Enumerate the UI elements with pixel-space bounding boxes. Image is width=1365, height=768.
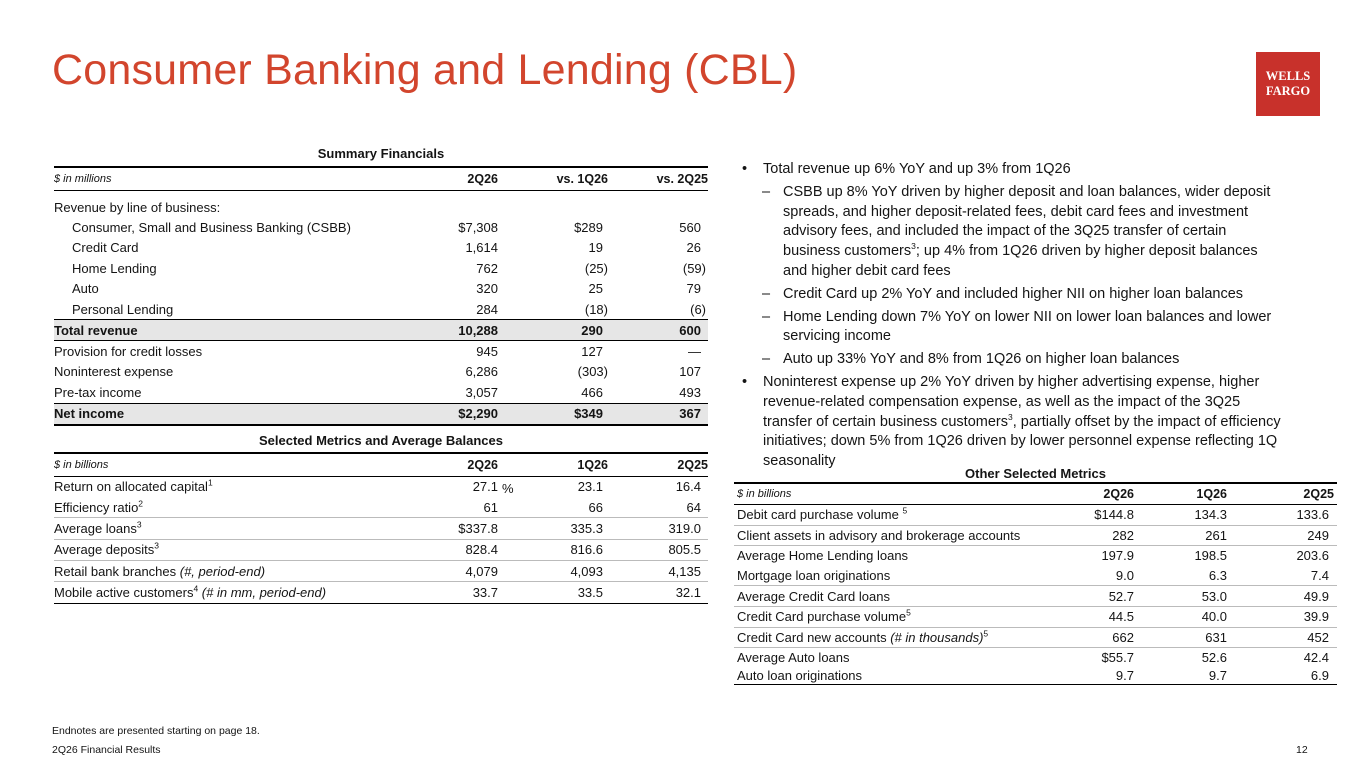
cell-value: 52.7 (1044, 586, 1134, 607)
table-row (54, 382, 708, 403)
col-header: 1Q26 (498, 453, 608, 477)
table-row (734, 546, 1337, 566)
cell-value: 9.0 (1044, 566, 1134, 586)
endnote-marker: 5 (906, 607, 911, 618)
row-label: Efficiency ratio (54, 499, 139, 515)
net-income-row (54, 403, 708, 425)
table-row (54, 561, 708, 582)
row-label: Client assets in advisory and brokerage accounts (734, 525, 1044, 546)
cell-value: 23.1 (577, 479, 603, 495)
row-label: Average Credit Card loans (734, 586, 1044, 607)
col-header: vs. 2Q25 (608, 167, 708, 191)
page-number: 12 (1296, 744, 1308, 756)
col-header: 2Q26 (394, 453, 498, 477)
cell-value: 39.9 (1232, 606, 1337, 627)
cell-value: 600 (608, 320, 708, 341)
cell-value: 762 (476, 260, 498, 276)
sub-bullet-credit-card: – Credit Card up 2% YoY and included higher NII on higher loan balances (742, 285, 1282, 305)
row-label: Net income (54, 403, 394, 425)
metrics-unit: $ in billions (54, 453, 394, 477)
table-row (734, 606, 1337, 627)
row-label: Debit card purchase volume (737, 507, 903, 523)
cell-value: 134.3 (1134, 505, 1232, 526)
logo-line-1: WELLS (1265, 69, 1311, 83)
endnotes-note: Endnotes are presented starting on page 18. (52, 725, 260, 737)
cell-value: 3,057 (465, 384, 498, 400)
col-header: vs. 1Q26 (498, 167, 608, 191)
row-label: Return on allocated capital (54, 479, 208, 495)
cell-value: 27.1 (472, 479, 498, 495)
logo-line-2: FARGO (1265, 84, 1311, 98)
metrics-table (54, 452, 708, 604)
table-row (54, 539, 708, 560)
endnote-marker: 5 (902, 505, 908, 516)
other-metrics-panel (734, 466, 1337, 685)
cell-value: 290 (498, 320, 608, 341)
cell-value: 4,093 (498, 561, 608, 582)
cell-value: 284 (476, 301, 498, 317)
row-label: Total revenue (54, 320, 394, 341)
cell-value: $55.7 (1101, 649, 1134, 665)
row-label: Mortgage loan originations (734, 566, 1044, 586)
table-row (54, 582, 708, 603)
cell-value: (18) (584, 301, 608, 317)
table-row (54, 299, 708, 320)
cell-value: 133.6 (1232, 505, 1337, 526)
cell-value: 44.5 (1044, 606, 1134, 627)
sub-bullet-home-lending: – Home Lending down 7% YoY on lower NII on lower loan balances and lower servicing income (742, 308, 1282, 348)
other-header-row (734, 483, 1337, 505)
cell-value: 335.3 (498, 518, 608, 539)
table-row (54, 497, 708, 518)
cell-value: 805.5 (608, 539, 708, 560)
cell-value: 25 (588, 281, 603, 297)
cell-value: 10,288 (394, 320, 498, 341)
cell-value: 367 (608, 403, 708, 425)
commentary-bullets (742, 160, 1282, 475)
table-row (734, 566, 1337, 586)
sub-bullet-csbb (742, 183, 1282, 282)
row-label: Home Lending (72, 260, 157, 276)
col-header: 2Q26 (394, 167, 498, 191)
cell-value: (25) (584, 260, 608, 276)
table-row (734, 505, 1337, 526)
cell-value: 452 (1232, 627, 1337, 648)
cell-value: 61 (394, 497, 498, 518)
cell-value: 19 (588, 240, 603, 256)
cell-value: (6) (690, 301, 706, 317)
row-label: Auto (72, 281, 99, 297)
cell-value: 197.9 (1101, 548, 1134, 564)
cell-value: 282 (1044, 525, 1134, 546)
percent-sign: % (502, 480, 514, 496)
row-label: Auto loan originations (734, 666, 1044, 685)
endnote-marker: 3 (1008, 411, 1013, 422)
row-label: Credit Card new accounts (737, 629, 891, 645)
cell-value: $144.8 (1044, 505, 1134, 526)
table-row (54, 258, 708, 278)
row-label: Average loans (54, 520, 137, 536)
cell-value: 16.4 (675, 479, 701, 495)
row-label: Credit Card (72, 240, 139, 256)
cell-value: $349 (498, 403, 608, 425)
cell-value: 466 (581, 384, 603, 400)
endnote-marker: 4 (193, 583, 199, 594)
cell-value: $337.8 (394, 518, 498, 539)
cell-value: 198.5 (1194, 548, 1227, 564)
summary-table (54, 166, 708, 426)
revenue-by-lob-label: Revenue by line of business: (54, 199, 221, 215)
cell-value: 6.3 (1134, 566, 1232, 586)
col-header: 2Q25 (608, 453, 708, 477)
col-header: 1Q26 (1134, 483, 1232, 505)
cell-value: 261 (1134, 525, 1232, 546)
bullet-revenue: • Total revenue up 6% YoY and up 3% from 1Q26 (742, 160, 1282, 180)
summary-financials-panel (54, 146, 708, 604)
table-row (54, 476, 708, 497)
sub-bullet-text-tail: ; up 4% from 1Q26 driven by higher deposit balances and higher debit card fees (783, 243, 1258, 279)
table-row (54, 362, 708, 382)
table-row (54, 279, 708, 299)
row-label: Credit Card purchase volume (737, 609, 907, 625)
other-unit: $ in billions (734, 483, 1044, 505)
table-row (54, 238, 708, 258)
row-label: Average Home Lending loans (737, 548, 909, 564)
col-header: 2Q25 (1232, 483, 1337, 505)
row-label: Personal Lending (72, 301, 174, 317)
cell-value: 4,079 (394, 561, 498, 582)
table-row (54, 341, 708, 362)
row-label-note: (#, period-end) (179, 563, 266, 579)
cell-value: — (688, 344, 701, 360)
cell-value: 319.0 (608, 518, 708, 539)
endnote-marker: 2 (138, 498, 144, 509)
cell-value: 203.6 (1296, 548, 1329, 564)
total-revenue-row (54, 320, 708, 341)
row-label: Average Auto loans (737, 649, 850, 665)
cell-value: (59) (682, 260, 706, 276)
row-label: Consumer, Small and Business Banking (CSBB) (72, 220, 351, 236)
endnote-marker: 3 (136, 519, 142, 530)
cell-value: $7,308 (458, 220, 498, 236)
endnote-marker: 3 (911, 241, 916, 252)
table-row (734, 666, 1337, 685)
cell-value: 816.6 (498, 539, 608, 560)
other-metrics-heading: Other Selected Metrics (965, 466, 1106, 481)
cell-value: 9.7 (1044, 666, 1134, 685)
cell-value: 127 (581, 344, 603, 360)
row-label: Average deposits (54, 542, 155, 558)
cell-value: 66 (498, 497, 608, 518)
cell-value: 249 (1232, 525, 1337, 546)
row-label: Mobile active customers (54, 585, 194, 601)
sub-bullet-auto: – Auto up 33% YoY and 8% from 1Q26 on higher loan balances (742, 350, 1282, 370)
cell-value: 79 (686, 281, 701, 297)
cell-value: 107 (679, 364, 701, 380)
cell-value: $2,290 (394, 403, 498, 425)
cell-value: (303) (577, 364, 608, 380)
wells-fargo-logo (1256, 52, 1320, 116)
endnote-marker: 1 (207, 477, 213, 488)
cell-value: 1,614 (465, 240, 498, 256)
row-label: Pre-tax income (54, 384, 142, 400)
bullet-text-tail: , partially offset by the impact of efficiency initiatives; down 5% from 1Q26 driven by lower personnel expense reflecting 1Q seasonality (763, 413, 1281, 470)
cell-value: 9.7 (1134, 666, 1232, 685)
cell-value: 945 (476, 344, 498, 360)
cell-value: 560 (679, 220, 701, 236)
row-label: Retail bank branches (54, 563, 180, 579)
cell-value: 320 (476, 281, 498, 297)
sub-bullet-text: CSBB up 8% YoY driven by higher deposit and loan balances, wider deposit spreads, and higher deposit-related fees, debit card fees and investment advisory fees, and included the impact of the 3Q25 transfer of certain business customers (783, 183, 1271, 260)
cell-value: 64 (608, 497, 708, 518)
cell-value: 33.7 (394, 582, 498, 603)
cell-value: 6,286 (465, 364, 498, 380)
summary-unit: $ in millions (54, 167, 394, 191)
cell-value: 49.9 (1232, 586, 1337, 607)
cell-value: 7.4 (1232, 566, 1337, 586)
cell-value: 631 (1134, 627, 1232, 648)
table-row (734, 525, 1337, 546)
bullet-text: Noninterest expense up 2% YoY driven by higher advertising expense, higher revenue-related compensation expense, as well as the impact of the 3Q25 transfer of certain business customers (763, 373, 1260, 430)
cell-value: 493 (679, 384, 701, 400)
cell-value: 4,135 (608, 561, 708, 582)
table-row (54, 217, 708, 237)
summary-header-row (54, 167, 708, 191)
row-label: Provision for credit losses (54, 344, 203, 360)
summary-heading: Summary Financials (317, 146, 445, 161)
other-metrics-table (734, 482, 1337, 685)
cell-value: 828.4 (394, 539, 498, 560)
table-row (734, 648, 1337, 667)
report-name: 2Q26 Financial Results (52, 744, 161, 756)
bullet-noninterest-expense (742, 373, 1282, 472)
table-row (54, 518, 708, 539)
cell-value: 53.0 (1134, 586, 1232, 607)
cell-value: $289 (574, 220, 603, 236)
row-label-note: (# in thousands) (890, 629, 984, 645)
table-row (734, 627, 1337, 648)
cell-value: 42.4 (1303, 649, 1329, 665)
endnote-marker: 5 (983, 628, 989, 639)
row-label: Noninterest expense (54, 364, 174, 380)
cell-value: 40.0 (1134, 606, 1232, 627)
cell-value: 6.9 (1232, 666, 1337, 685)
cell-value: 33.5 (498, 582, 608, 603)
page-title: Consumer Banking and Lending (CBL) (52, 46, 798, 94)
cell-value: 52.6 (1201, 649, 1227, 665)
col-header: 2Q26 (1044, 483, 1134, 505)
table-row (734, 586, 1337, 607)
cell-value: 662 (1044, 627, 1134, 648)
cell-value: 26 (686, 240, 701, 256)
metrics-header-row (54, 453, 708, 477)
endnote-marker: 3 (154, 541, 159, 552)
row-label-note: (# in mm, period-end) (198, 585, 327, 601)
metrics-heading: Selected Metrics and Average Balances (259, 432, 503, 448)
cell-value: 32.1 (608, 582, 708, 603)
